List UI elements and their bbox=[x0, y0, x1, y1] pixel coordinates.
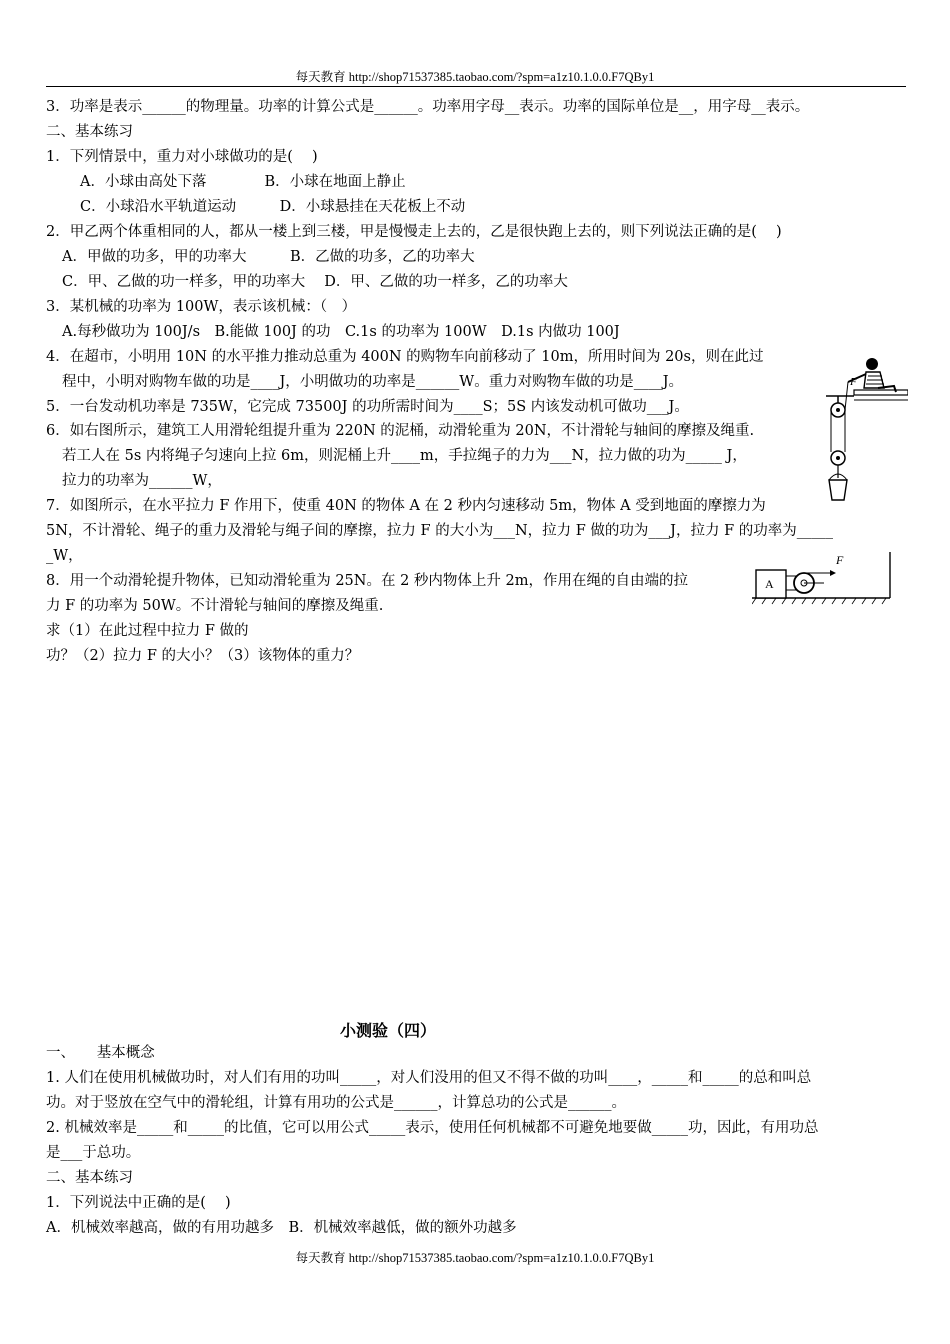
question-line: 拉力的功率为______W， bbox=[62, 473, 222, 489]
question-line: 2．甲乙两个体重相同的人，都从一楼上到三楼，甲是慢慢走上去的，乙是很快跑上去的，则下列说法正确的是( ) bbox=[46, 224, 782, 240]
page-header: 每天教育 http://shop71537385.taobao.com/?spm=a1z10.1.0.0.F7QBy1 bbox=[295, 70, 655, 84]
section-title: 小测验（四） bbox=[339, 1021, 436, 1040]
question-line: 是___于总功。 bbox=[46, 1145, 141, 1161]
page-footer: 每天教育 http://shop71537385.taobao.com/?spm=a1z10.1.0.0.F7QBy1 bbox=[295, 1251, 655, 1265]
option-line: A．机械效率越高，做的有用功越多 B．机械效率越低，做的额外功越多 bbox=[46, 1220, 517, 1236]
question-line: _W， bbox=[46, 548, 83, 564]
question-line: 1．下列说法中正确的是( ) bbox=[46, 1195, 231, 1211]
option-line: C．小球沿水平轨道运动 D．小球悬挂在天花板上不动 bbox=[80, 199, 466, 215]
question-line: 3．某机械的功率为 100W，表示该机械：（ ） bbox=[46, 299, 357, 315]
question-line: 4．在超市，小明用 10N 的水平推力推动总重为 400N 的购物车向前移动了 10m，所用时间为 20s，则在此过 bbox=[46, 349, 764, 365]
question-line: 8．用一个动滑轮提升物体，已知动滑轮重为 25N。在 2 秒内物体上升 2m，作用在绳的自由端的拉 bbox=[46, 573, 688, 589]
force-label-f: F bbox=[836, 553, 844, 567]
question-line: 3．功率是表示______的物理量。功率的计算公式是______。功率用字母__表示。功率的国际单位是__，用字母__表示。 bbox=[46, 99, 810, 115]
question-line: 5．一台发动机功率是 735W，它完成 73500J 的功所需时间为____S；5S 内该发动机可做功___J。 bbox=[46, 399, 689, 415]
question-line: 6．如右图所示，建筑工人用滑轮组提升重为 220N 的泥桶，动滑轮重为 20N，不计滑轮与轴间的摩擦及绳重. bbox=[46, 423, 755, 439]
question-line: 5N，不计滑轮、绳子的重力及滑轮与绳子间的摩擦，拉力 F 的大小为___N，拉力 F 做的功为___J，拉力 F 的功率为_____ bbox=[46, 523, 833, 539]
section-heading: 二、基本练习 bbox=[46, 124, 133, 140]
question-line: 1．下列情景中，重力对小球做功的是( ) bbox=[46, 149, 318, 165]
section-heading: 一、 基本概念 bbox=[46, 1045, 155, 1061]
question-line: 2. 机械效率是_____和_____的比值，它可以用公式_____表示，使用任何机械都不可避免地要做_____功，因此，有用功总 bbox=[46, 1120, 819, 1136]
question-line: 求（1）在此过程中拉力 F 做的 bbox=[46, 623, 249, 639]
question-line: 1. 人们在使用机械做功时，对人们有用的功叫_____，对人们没用的但又不得不做的功叫____，_____和_____的总和叫总 bbox=[46, 1070, 812, 1086]
header-divider bbox=[46, 86, 906, 87]
block-label-a: A bbox=[765, 577, 774, 591]
question-line: 程中，小明对购物车做的功是____J，小明做功的功率是______W。重力对购物车做的功是____J。 bbox=[62, 374, 684, 390]
block-pulley-figure bbox=[752, 550, 892, 606]
question-line: 功。对于竖放在空气中的滑轮组，计算有用功的公式是______，计算总功的公式是______。 bbox=[46, 1095, 626, 1111]
question-line: 功？（2）拉力 F 的大小？（3）该物体的重力？ bbox=[46, 648, 360, 664]
section-heading: 二、基本练习 bbox=[46, 1170, 133, 1186]
question-line: 若工人在 5s 内将绳子匀速向上拉 6m，则泥桶上升____m，手拉绳子的力为___N，拉力做的功为_____ J， bbox=[62, 448, 747, 464]
option-line: C．甲、乙做的功一样多，甲的功率大 D．甲、乙做的功一样多，乙的功率大 bbox=[62, 274, 568, 290]
question-line: 力 F 的功率为 50W。不计滑轮与轴间的摩擦及绳重. bbox=[46, 598, 384, 614]
option-line: A.每秒做功为 100J/s B.能做 100J 的功 C.1s 的功率为 100W D.1s 内做功 100J bbox=[62, 324, 620, 340]
force-label-f: F bbox=[850, 376, 857, 388]
option-line: A．小球由高处下落 B．小球在地面上静止 bbox=[80, 174, 406, 190]
option-line: A．甲做的功多，甲的功率大 B．乙做的功多，乙的功率大 bbox=[62, 249, 475, 265]
pulley-system-figure bbox=[826, 352, 908, 510]
question-line: 7．如图所示，在水平拉力 F 作用下，使重 40N 的物体 A 在 2 秒内匀速移动 5m，物体 A 受到地面的摩擦力为 bbox=[46, 498, 766, 514]
